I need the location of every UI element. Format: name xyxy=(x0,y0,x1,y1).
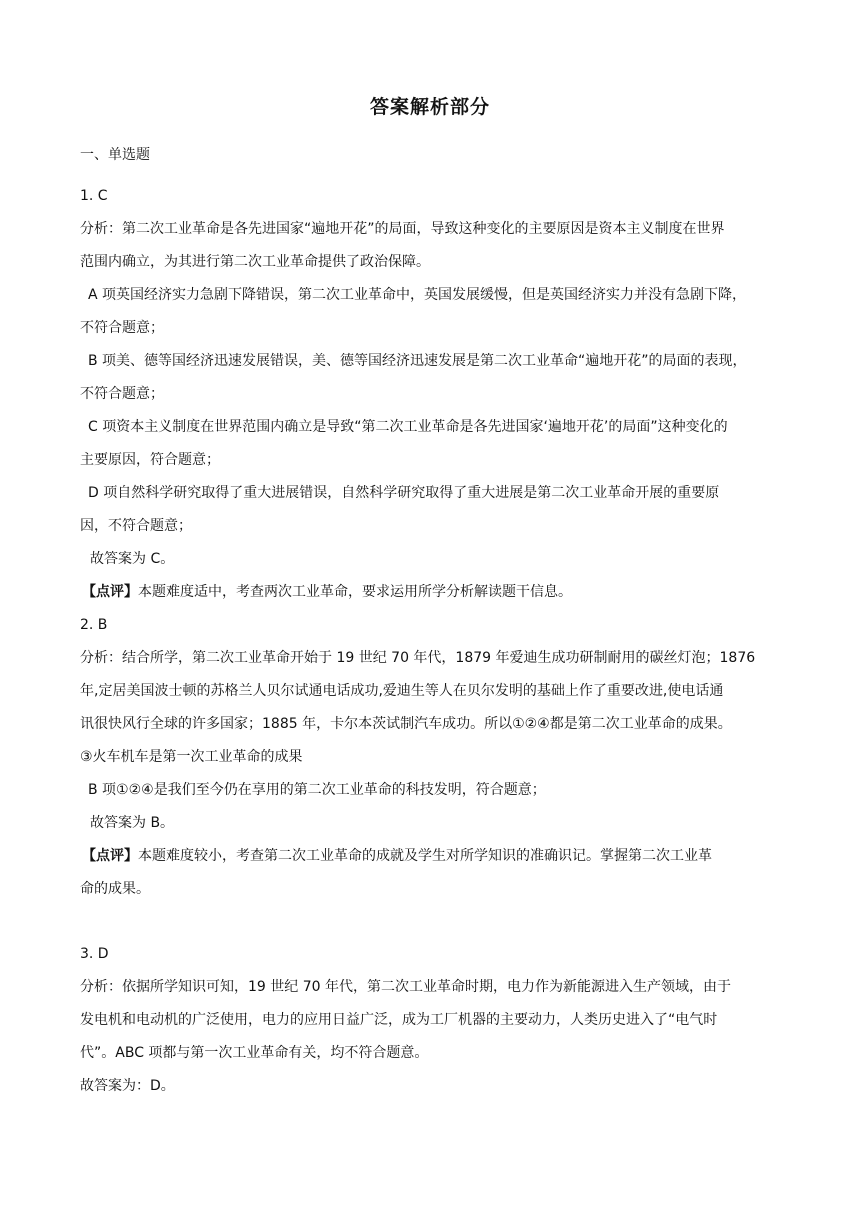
q1-option-a-line-1: A 项英国经济实力急剧下降错误，第二次工业革命中，英国发展缓慢，但是英国经济实力并没有急剧下降， xyxy=(88,287,747,303)
q3-analysis-line-3: 代”。ABC 项都与第一次工业革命有关，均不符合题意。 xyxy=(80,1045,429,1061)
q2-answer: 故答案为 B。 xyxy=(90,815,175,831)
q1-option-b-line-1: B 项美、德等国经济迅速发展错误，美、德等国经济迅速发展是第二次工业革命“遍地开花”的局面的表现， xyxy=(88,353,747,369)
q1-option-a-line-2: 不符合题意； xyxy=(80,320,164,336)
q2-comment-line-1 xyxy=(82,846,712,866)
page-title: 答案解析部分 xyxy=(369,96,490,118)
q1-comment xyxy=(82,582,572,602)
q1-option-d-line-2: 因，不符合题意； xyxy=(80,518,192,534)
q1-analysis-line-2: 范围内确立，为其进行第二次工业革命提供了政治保障。 xyxy=(80,254,430,270)
section-heading: 一、单选题 xyxy=(80,147,150,163)
q1-answer: 故答案为 C。 xyxy=(90,551,175,567)
q1-analysis-line-1: 分析：第二次工业革命是各先进国家“遍地开花”的局面，导致这种变化的主要原因是资本主义制度在世界 xyxy=(80,221,725,237)
q2-comment-text: 本题难度较小，考查第二次工业革命的成就及学生对所学知识的准确识记。掌握第二次工业革 xyxy=(138,848,712,864)
q1-option-b-line-2: 不符合题意； xyxy=(80,386,164,402)
q2-analysis-line-1: 分析：结合所学，第二次工业革命开始于 19 世纪 70 年代，1879 年爱迪生成功研制耐用的碳丝灯泡；1876 xyxy=(80,650,756,666)
q1-option-c-line-1: C 项资本主义制度在世界范围内确立是导致“第二次工业革命是各先进国家‘遍地开花’的局面”这种变化的 xyxy=(88,419,728,435)
q2-comment-line-2: 命的成果。 xyxy=(80,881,150,897)
q2-option-b: B 项①②④是我们至今仍在享用的第二次工业革命的科技发明，符合题意； xyxy=(88,782,546,798)
q1-number: 1. C xyxy=(80,188,108,204)
q1-option-d-line-1: D 项自然科学研究取得了重大进展错误，自然科学研究取得了重大进展是第二次工业革命开展的重要原 xyxy=(88,485,720,501)
q2-number: 2. B xyxy=(80,617,108,633)
q3-number: 3. D xyxy=(80,946,109,962)
q3-analysis-line-2: 发电机和电动机的广泛使用，电力的应用日益广泛，成为工厂机器的主要动力，人类历史进入了“电气时 xyxy=(80,1012,718,1028)
q2-comment-tag: 【点评】 xyxy=(82,848,138,864)
q1-option-c-line-2: 主要原因，符合题意； xyxy=(80,452,220,468)
q2-analysis-line-4: ③火车机车是第一次工业革命的成果 xyxy=(80,749,303,765)
q2-analysis-line-2: 年,定居美国波士顿的苏格兰人贝尔试通电话成功,爱迪生等人在贝尔发明的基础上作了重要改进,使电话通 xyxy=(80,683,724,699)
q3-answer: 故答案为：D。 xyxy=(80,1078,175,1094)
q3-analysis-line-1: 分析：依据所学知识可知，19 世纪 70 年代，第二次工业革命时期，电力作为新能源进入生产领域，由于 xyxy=(80,979,731,995)
q2-analysis-line-3: 讯很快风行全球的许多国家；1885 年，卡尔本茨试制汽车成功。所以①②④都是第二次工业革命的成果。 xyxy=(80,716,732,732)
q1-comment-tag: 【点评】 xyxy=(82,584,138,600)
q1-comment-text: 本题难度适中，考查两次工业革命，要求运用所学分析解读题干信息。 xyxy=(138,584,572,600)
